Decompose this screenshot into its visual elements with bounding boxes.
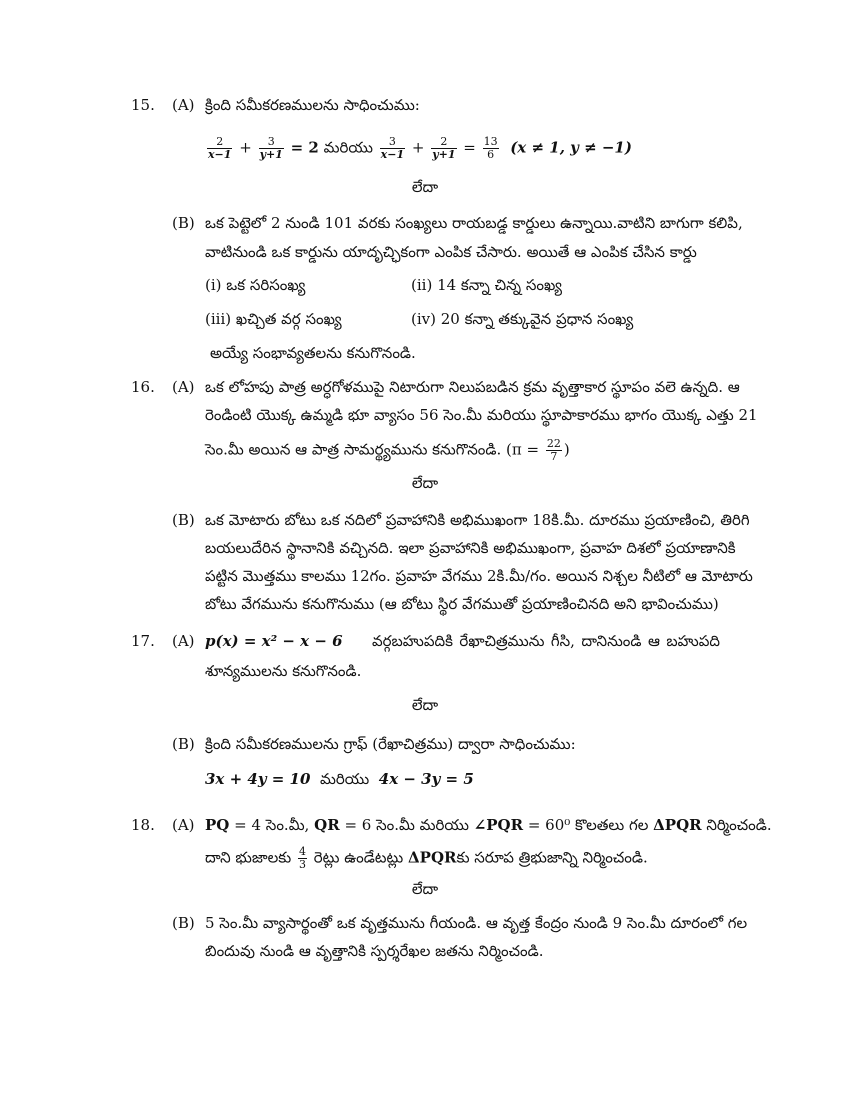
q16-a-line2: రెండింటి యొక్క ఉమ్మడి భూ వ్యాసం 56 సెం.మీ మరియు స్థూపాకారము భాగం యొక్క ఎత్తు 21 [205, 406, 758, 424]
q17-a-math [205, 630, 343, 652]
q18-line2b: రెట్లు ఉండేటట్లు [313, 848, 404, 867]
q15-b-line3: అయ్యే సంభావ్యతలను కనుగొనండి. [210, 344, 416, 362]
q15-b-ii: (ii) 14 కన్నా చిన్న సంఖ్య [411, 276, 563, 294]
q16-a-line3: సెం.మీ అయిన ఆ పాత్ర సామర్థ్యమును కనుగొనండి. (π = [205, 440, 540, 459]
q18-t4: నిర్మించండి. [706, 816, 772, 834]
q18-a-label: (A) [172, 816, 195, 834]
q17-b-equations [205, 768, 474, 790]
q15-eq2-d2: y+1 [432, 148, 456, 161]
q16-b-label: (B) [172, 511, 195, 529]
q15-eq1-n2: 3 [259, 136, 284, 149]
q16-b-line1: ఒక మోటారు బోటు ఒక నదిలో ప్రవాహానికి అభిముఖంగా 18కి.మీ. దూరము ప్రయాణించి, తిరిగి [205, 511, 750, 529]
q16-a-line1: ఒక లోహపు పాత్ర అర్ధగోళముపై నిటారుగా నిలుపబడిన క్రమ వృత్తాకార స్థూపం వలె ఉన్నది. ఆ [205, 378, 740, 396]
q15-eq1-rhs: = 2 [290, 138, 319, 157]
q18-b-label: (B) [172, 914, 195, 932]
q18-qr: QR [314, 816, 340, 834]
q18-b-line2: బిందువు నుండి ఆ వృత్తానికి స్పర్శరేఖల జతను నిర్మించండి. [205, 942, 544, 960]
q16-a-line3-wrap [205, 438, 570, 463]
q15-eq2-d1: x−1 [380, 148, 405, 161]
q18-triangle2: ΔPQR [408, 848, 457, 867]
q15-eq2-rd: 6 [487, 148, 495, 161]
q17-or: లేదా [411, 696, 439, 714]
q16-pi-close: ) [563, 440, 570, 459]
q16-or: లేదా [411, 474, 439, 492]
q15-b-line1: ఒక పెట్టెలో 2 నుండి 101 వరకు సంఖ్యలు రాయబడ్డ కార్డులు ఉన్నాయి.వాటిని బాగుగా కలిపి, [205, 214, 743, 232]
q17-b-label: (B) [172, 735, 195, 753]
q15-a-text: క్రింది సమీకరణములను సాధించుము: [205, 96, 420, 114]
q15-number: 15. [131, 96, 155, 114]
q16-b-line3: పట్టిన మొత్తము కాలము 12గం. ప్రవాహ వేగము 2కి.మీ/గం. అయిన నిశ్చల నీటిలో ఆ మోటారు [205, 567, 753, 585]
q15-eq1-d1: x−1 [208, 148, 232, 161]
q17-number: 17. [131, 632, 155, 650]
q18-t3: = 60⁰ కొలతలు గల [527, 816, 649, 834]
q15-b-iv: (iv) 20 కన్నా తక్కువైన ప్రధాన సంఖ్య [411, 310, 634, 328]
q16-a-label: (A) [172, 378, 195, 396]
q15-b-line2: వాటినుండి ఒక కార్డును యాదృచ్ఛికంగా ఎంపిక చేసారు. అయితే ఆ ఎంపిక చేసిన కార్డు [205, 243, 697, 261]
q15-eq1-d2: y+1 [259, 148, 283, 161]
q15-equations: $\frac{2}{x-1}$ + $\frac{3}{y+1}$ = 2 మరియు $\frac{3}{x-1}$ + $\frac{2}{y+1}$ = $\frac{13}{6}$ (x ≠ 1, y ≠ −1) [208, 135, 632, 161]
q16-b-line4: బోటు వేగమును కనుగొనుము (ఆ బోటు స్థిర వేగముతో ప్రయాణించినది అని భావించుము) [205, 595, 719, 613]
q16-number: 16. [131, 378, 155, 396]
q18-line2c: కు సరూప త్రిభుజాన్ని నిర్మించండి. [456, 848, 648, 867]
q16-pi-den: 7 [550, 450, 558, 463]
q15-eq1-n1: 2 [207, 136, 232, 149]
q16-b-line2: బయలుదేరిన స్థానానికి వచ్చినది. ఇలా ప్రవాహానికి అభిముఖంగా, ప్రవాహ దిశలో ప్రయాణానికి [205, 539, 736, 557]
q15-plus: + [239, 138, 252, 157]
q17-a-line1: వర్గబహుపదికి రేఖాచిత్రమును గీసి, దానినుండి ఆ బహుపది [372, 632, 720, 650]
q18-pq: PQ [205, 816, 230, 834]
q18-or: లేదా [411, 880, 439, 898]
q15-eq2-n1: 3 [380, 136, 405, 149]
q15-condition: (x ≠ 1, y ≠ −1) [510, 138, 632, 157]
q18-frac-num: 4 [299, 845, 306, 858]
q15-b-iii: (iii) ఖచ్చిత వర్గ సంఖ్య [205, 310, 342, 328]
q18-a-line2 [205, 846, 648, 871]
q17-eq1: 3x + 4y = 10 [205, 770, 311, 788]
q15-b-i: (i) ఒక సరిసంఖ్య [205, 276, 306, 294]
q17-a-label: (A) [172, 632, 195, 650]
q15-eq2-equals: = [463, 138, 476, 157]
q18-t2: = 6 సెం.మీ మరియు [344, 816, 469, 834]
q18-t1: = 4 సెం.మీ, [234, 816, 310, 834]
q18-a-line1 [205, 814, 772, 836]
q18-angle: ∠PQR [473, 816, 524, 834]
q17-eq2: 4x − 3y = 5 [378, 770, 474, 788]
q18-number: 18. [131, 816, 155, 834]
q18-b-line1: 5 సెం.మీ వ్యాసార్థంతో ఒక వృత్తమును గీయండి. ఆ వృత్త కేంద్రం నుండి 9 సెం.మీ దూరంలో గల [205, 914, 748, 932]
q17-polynomial: p(x) = x² − x − 6 [205, 632, 343, 650]
q18-line2a: దాని భుజాలకు [205, 848, 292, 867]
q15-eq2-n2: 2 [431, 136, 456, 149]
q17-a-line2: శూన్యములను కనుగొనండి. [205, 662, 362, 680]
q15-eq2-rn: 13 [483, 135, 498, 148]
q17-and: మరియు [319, 770, 370, 788]
q15-or: లేదా [411, 178, 439, 196]
q15-and: మరియు [323, 138, 373, 157]
q15-b-label: (B) [172, 214, 195, 232]
q16-pi-num: 22 [546, 437, 561, 450]
q15-a-label: (A) [172, 96, 195, 114]
q17-b-text: క్రింది సమీకరణములను గ్రాఫ్ (రేఖాచిత్రము) ద్వారా సాధించుము: [205, 735, 576, 753]
q18-frac-den: 3 [299, 858, 306, 871]
q18-triangle: ΔPQR [653, 816, 702, 834]
